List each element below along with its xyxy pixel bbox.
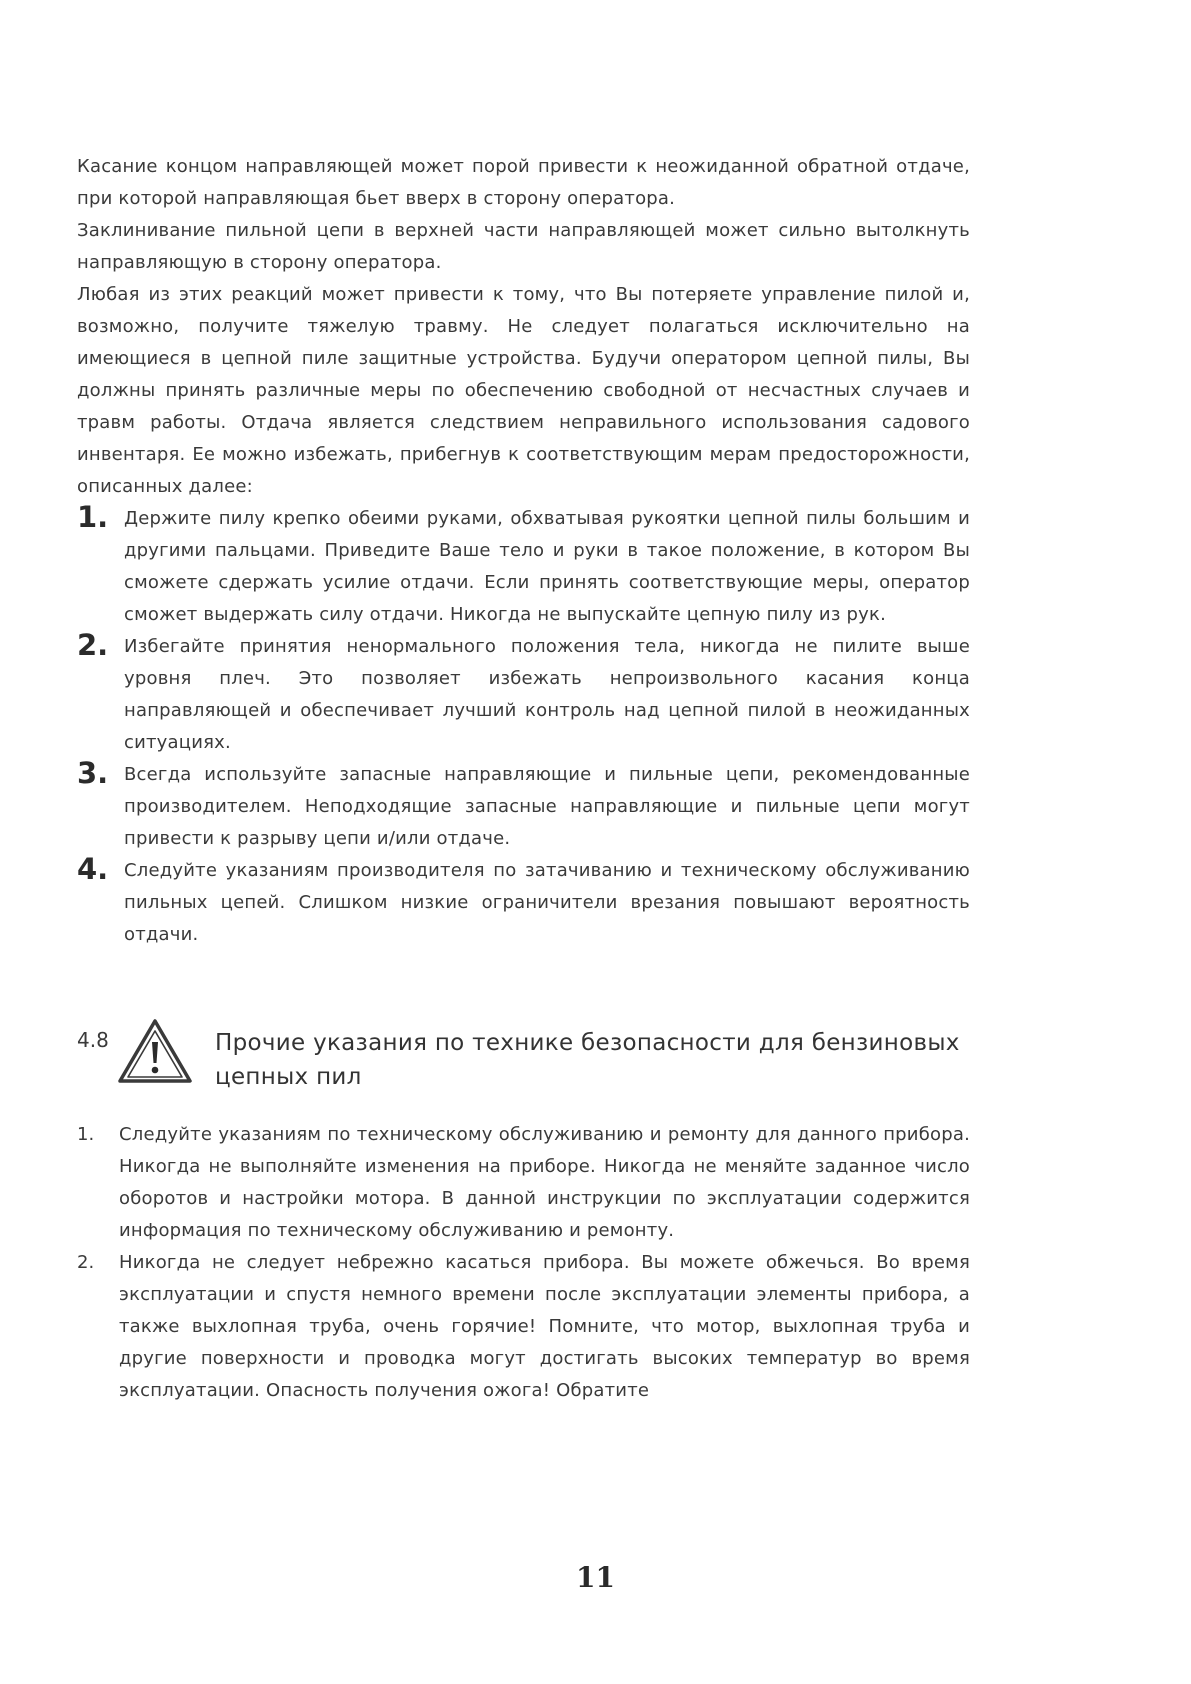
- list-item-number: 1.: [77, 500, 109, 534]
- list-item-number: 1.: [77, 1124, 95, 1145]
- list-item-text: Избегайте принятия ненормального положения тела, никогда не пилите выше уровня плеч. Это позволяет избежать непроизвольного касания конца направляющей и обеспечивает лучший контроль над цепной пилой в неожиданных ситуациях.: [124, 636, 970, 753]
- section-heading: [77, 1018, 970, 1098]
- safety-instructions-list: [77, 1119, 970, 1407]
- list-item-text: Держите пилу крепко обеими руками, обхватывая рукоятки цепной пилы большим и другими пальцами. Приведите Ваше тело и руки в такое положение, в котором Вы сможете сдержать усилие отдачи. Если принять соответствующие меры, оператор сможет выдержать силу отдачи. Никогда не выпускайте цепную пилу из рук.: [124, 508, 970, 625]
- section-number: 4.8: [77, 1028, 109, 1052]
- list-item-text: Всегда используйте запасные направляющие и пильные цепи, рекомендованные производителем. Неподходящие запасные направляющие и пильные цепи могут привести к разрыву цепи и/или отдаче.: [124, 764, 970, 849]
- page-number: 11: [576, 1561, 615, 1594]
- section-title: Прочие указания по технике безопасности для бензиновых цепных пил: [215, 1030, 960, 1090]
- list-item-number: 2.: [77, 628, 109, 662]
- list-item: [77, 852, 970, 951]
- list-item-number: 2.: [77, 1252, 95, 1273]
- list-item: [77, 500, 970, 631]
- warning-triangle-icon: [117, 1018, 193, 1084]
- list-item-text: Никогда не следует небрежно касаться прибора. Вы можете обжечься. Во время эксплуатации и спустя немного времени после эксплуатации элементы прибора, а также выхлопная труба, очень горячие! Помните, что мотор, выхлопная труба и другие поверхности и проводка могут достигать высоких температур во время эксплуатации. Опасность получения ожога! Обратите: [119, 1252, 970, 1401]
- safety-text-block: [77, 1119, 970, 1407]
- list-item: [77, 628, 970, 759]
- intro-paragraph: Касание концом направляющей может порой привести к неожиданной обратной отдаче, при которой направляющая бьет вверх в сторону оператора.: [77, 156, 970, 209]
- kickback-precautions-list: [77, 500, 970, 951]
- intro-paragraph: Заклинивание пильной цепи в верхней части направляющей может сильно вытолкнуть направляющую в сторону оператора.: [77, 220, 970, 273]
- list-item: [77, 756, 970, 855]
- list-item-text: Следуйте указаниям по техническому обслуживанию и ремонту для данного прибора. Никогда не выполняйте изменения на приборе. Никогда не меняйте заданное число оборотов и настройки мотора. В данной инструкции по эксплуатации содержится информация по техническому обслуживанию и ремонту.: [119, 1124, 970, 1241]
- list-item: [77, 1247, 970, 1407]
- list-item-text: Следуйте указаниям производителя по затачиванию и техническому обслуживанию пильных цепей. Слишком низкие ограничители врезания повышают вероятность отдачи.: [124, 860, 970, 945]
- list-item-number: 3.: [77, 756, 109, 790]
- list-item-number: 4.: [77, 852, 109, 886]
- list-item: [77, 1119, 970, 1247]
- kickback-text-block: [77, 151, 970, 951]
- intro-paragraph: Любая из этих реакций может привести к тому, что Вы потеряете управление пилой и, возможно, получите тяжелую травму. Не следует полагаться исключительно на имеющиеся в цепной пиле защитные устройства. Будучи оператором цепной пилы, Вы должны принять различные меры по обеспечению свободной от несчастных случаев и травм работы. Отдача является следствием неправильного использования садового инвентаря. Ее можно избежать, прибегнув к соответствующим мерам предосторожности, описанных далее:: [77, 284, 970, 497]
